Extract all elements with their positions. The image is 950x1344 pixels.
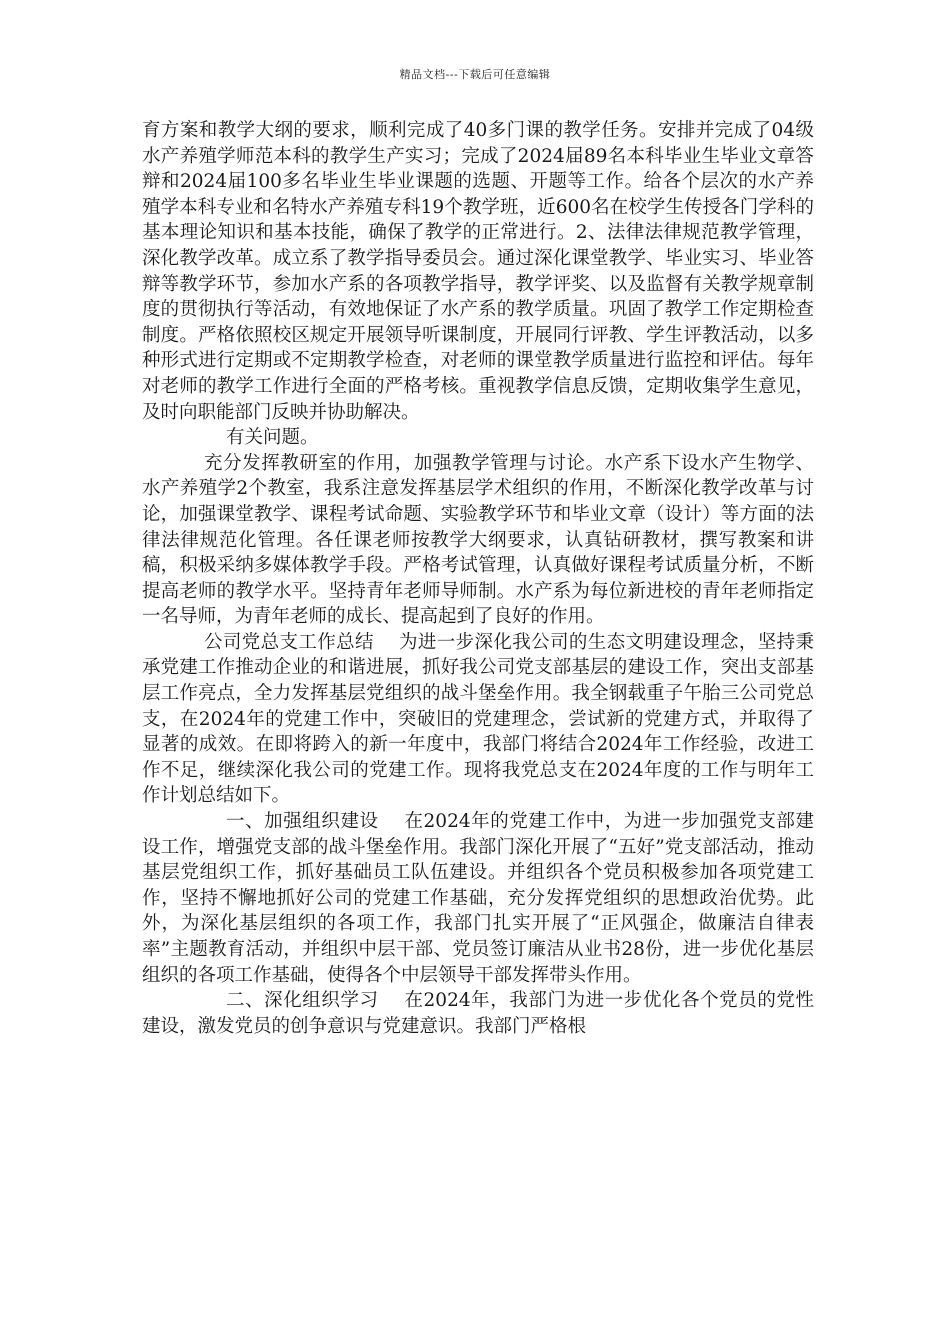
page-header: 精品文档---下载后可任意编辑 [399, 68, 551, 81]
paragraph-related-issues: 有关问题。 [226, 427, 319, 449]
paragraph-teaching-research: 充分发挥教研室的作用，加强教学管理与讨论。水产系下设水产生物学、水产养殖学2个教室，我系注意发挥基层学术组织的作用，不断深化教学改革与讨论，加强课堂教学、课程考试命题、实验教学环节和毕业文章（设计）等方面的法律法律规范化管理。各任课老师按教学大纲要求，认真钻研教材，撰写教案和讲稿，积极采纳多媒体教学手段。严格考试管理，认真做好课程考试质量分析，不断提高老师的教学水平。坚持青年老师导师制。水产系为每位新进校的青年老师指定一名导师，为青年老师的成长、提高起到了良好的作用。 [142, 452, 814, 628]
paragraph-organization-study: 二、深化组织学习 在2024年，我部门为进一步优化各个党员的党性建设，激发党员的创争意识与党建意识。我部门严格根 [142, 990, 814, 1037]
paragraph-teaching-tasks: 育方案和教学大纲的要求，顺利完成了40多门课的教学任务。安排并完成了04级水产养殖学师范本科的教学生产实习；完成了2024届89名本科毕业生毕业文章答辩和2024届100多名毕业生毕业课题的选题、开题等工作。给各个层次的水产养殖学本科专业和名特水产养殖专科19个教学班，近600名在校学生传授各门学科的基本理论知识和基本技能，确保了教学的正常进行。2、法律法律规范教学管理，深化教学改革。成立系了教学指导委员会。通过深化课堂教学、毕业实习、毕业答辩等教学环节，参加水产系的各项教学指导，教学评奖、以及监督有关教学规章制度的贯彻执行等活动，有效地保证了水产系的教学质量。巩固了教学工作定期检查制度。严格依照校区规定开展领导听课制度，开展同行评教、学生评教活动，以多种形式进行定期或不定期教学检查，对老师的课堂教学质量进行监控和评估。每年对老师的教学工作进行全面的严格考核。重视教学信息反馈，定期收集学生意见，及时向职能部门反映并协助解决。 [142, 120, 814, 423]
paragraph-party-summary-intro: 公司党总支工作总结 为进一步深化我公司的生态文明建设理念，坚持秉承党建工作推动企业的和谐进展，抓好我公司党支部基层的建设工作，突出支部基层工作亮点，全力发挥基层党组织的战斗堡垒作用。我全钢载重子午胎三公司党总支，在2024年的党建工作中，突破旧的党建理念，尝试新的党建方式，并取得了显著的成效。在即将跨入的新一年度中，我部门将结合2024年工作经验，改进工作不足，继续深化我公司的党建工作。现将我党总支在2024年度的工作与明年工作计划总结如下。 [142, 631, 814, 807]
document-body [142, 118, 814, 1039]
paragraph-organization-building: 一、加强组织建设 在2024年的党建工作中，为进一步加强党支部建设工作，增强党支部的战斗堡垒作用。我部门深化开展了“五好”党支部活动，推动基层党组织工作，抓好基础员工队伍建设。并组织各个党员积极参加各项党建工作，坚持不懈地抓好公司的党建工作基础，充分发挥党组织的思想政治优势。此外，为深化基层组织的各项工作，我部门扎实开展了“正风强企，做廉洁自律表率”主题教育活动，并组织中层干部、党员签订廉洁从业书28份，进一步优化基层组织的各项工作基础，使得各个中层领导干部发挥带头作用。 [142, 811, 814, 986]
